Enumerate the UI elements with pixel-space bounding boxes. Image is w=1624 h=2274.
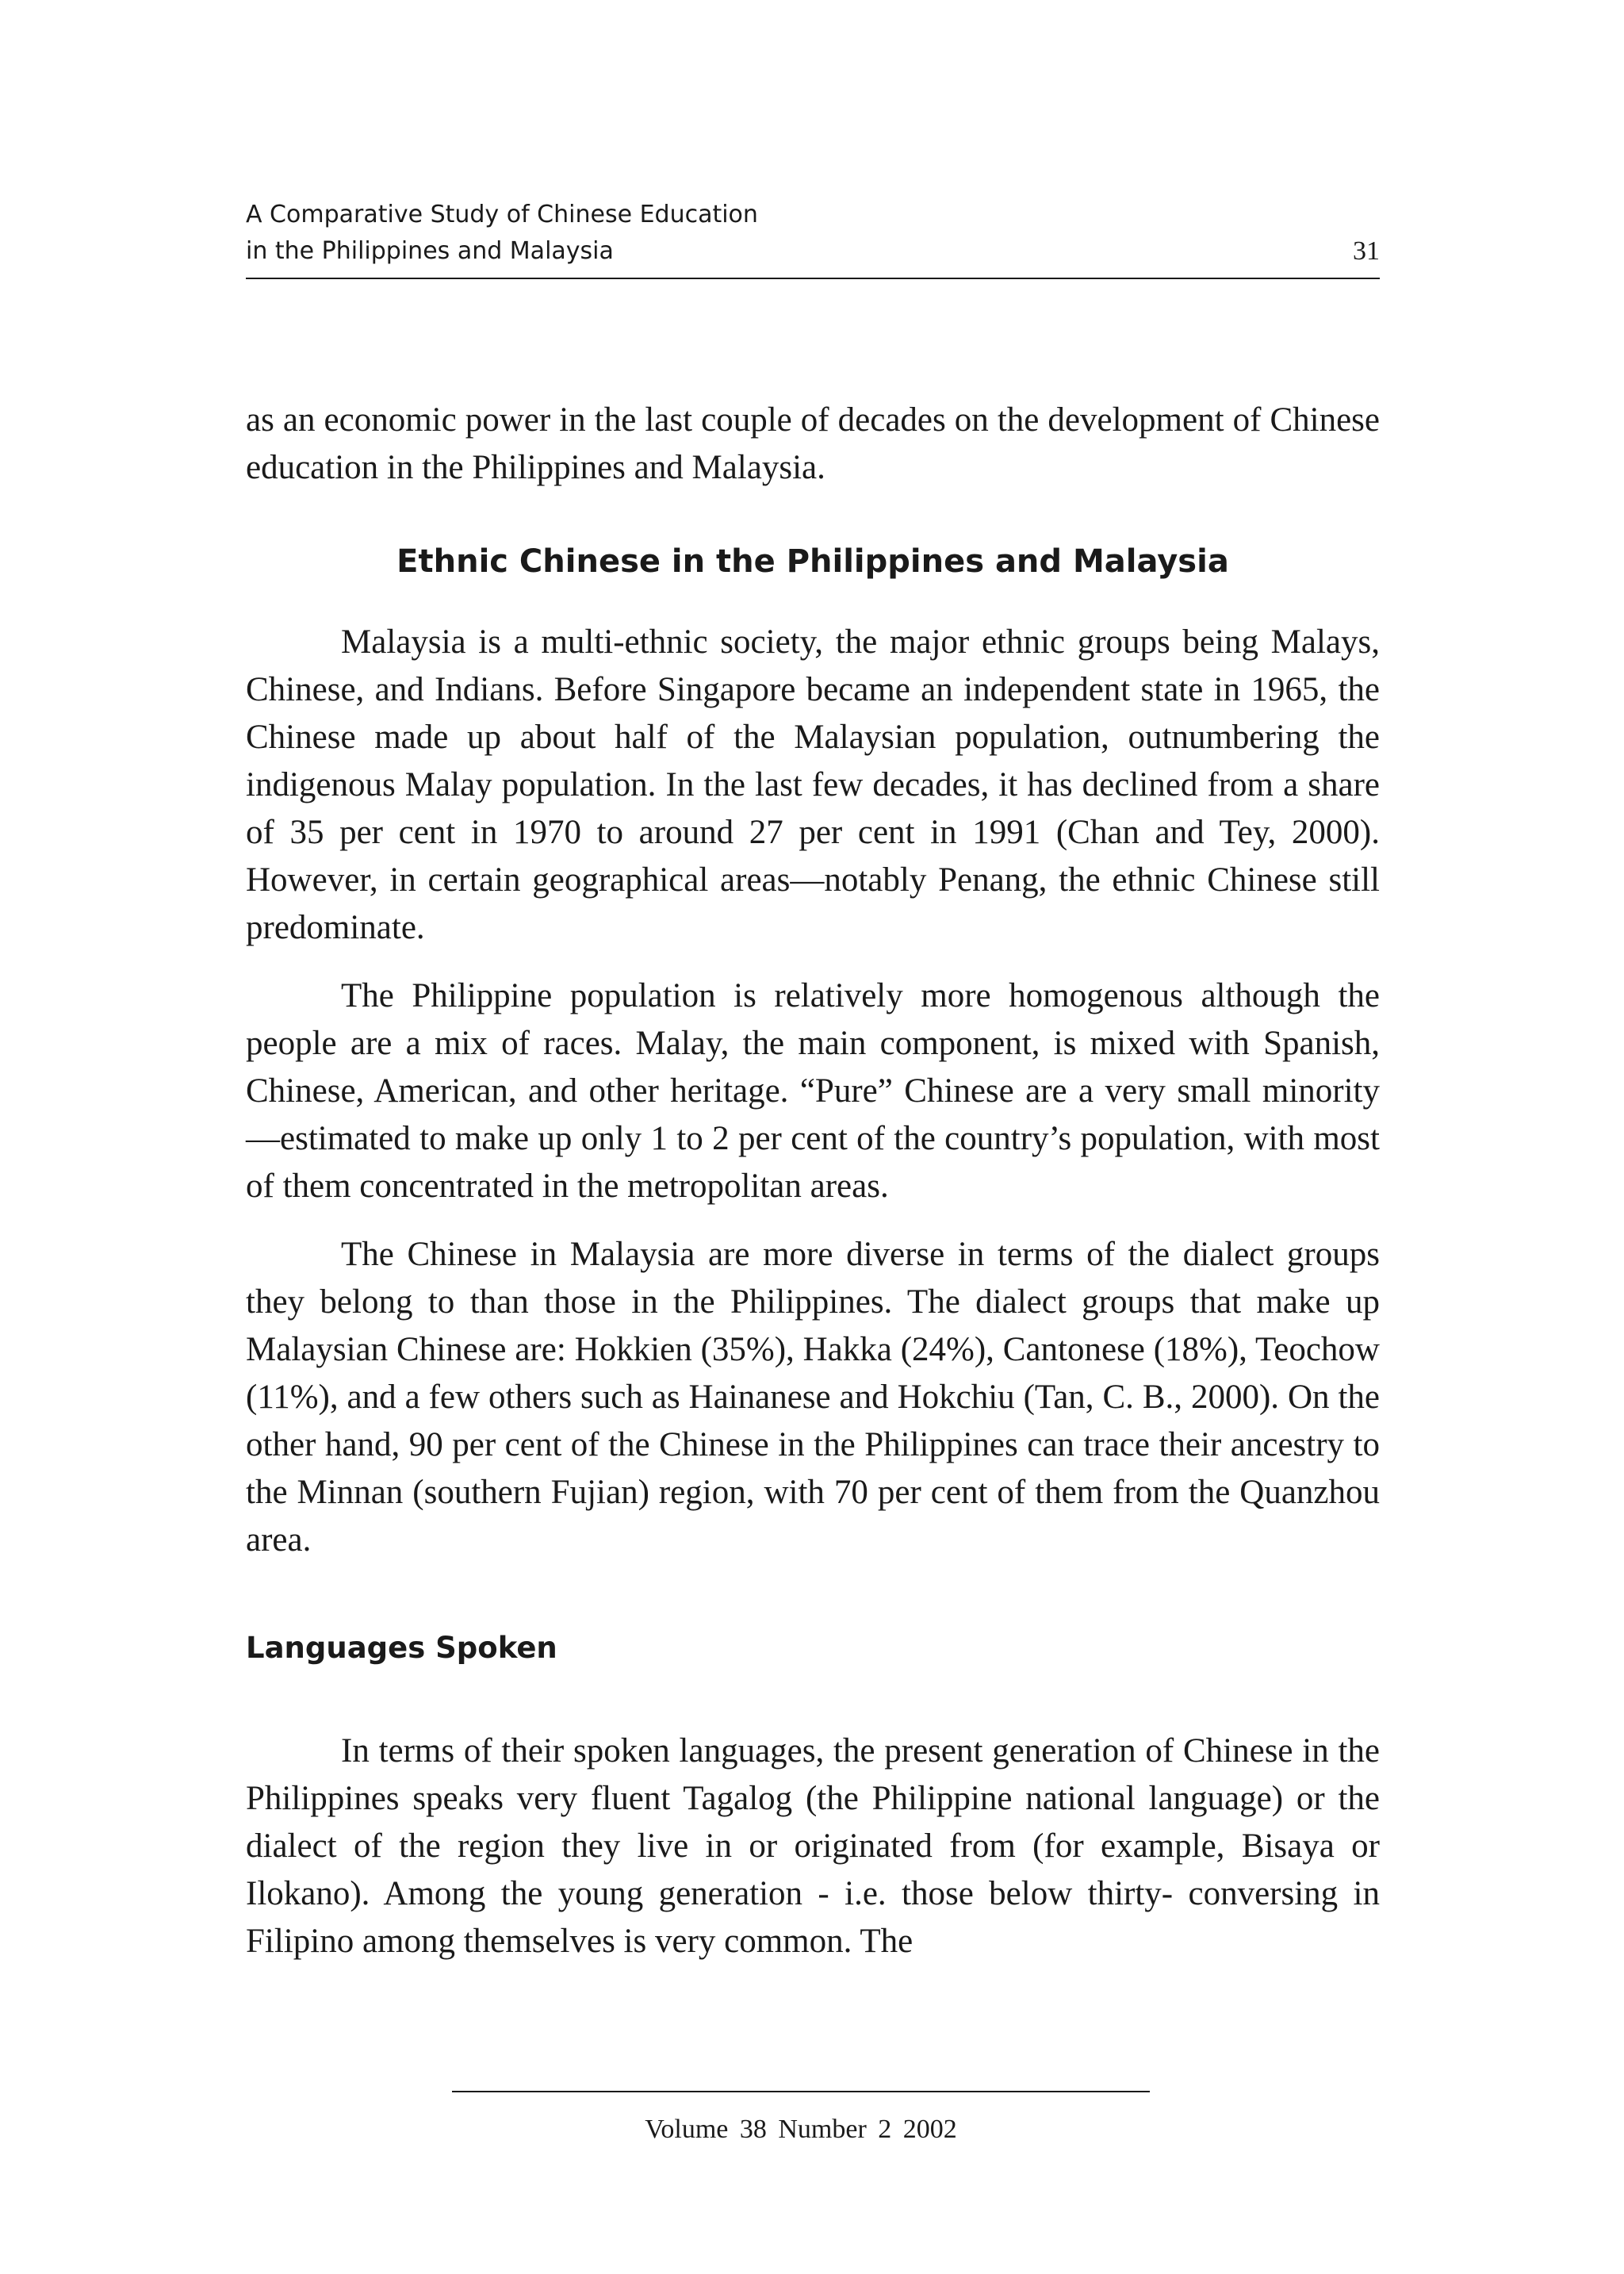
paragraph-malaysia-ethnic: Malaysia is a multi-ethnic society, the major ethnic groups being Malays, Chinese, and Indians. Before Singapore became an independent state in 1965, the Chinese made up about half of the Malaysian population, outnumbering the indigenous Malay population. In the last few decades, it has declined from a share of 35 per cent in 1970 to around 27 per cent in 1991 (Chan and Tey, 2000). However, in certain geographical areas—notably Penang, the ethnic Chinese still predominate. [246,623,1380,946]
subsection-heading: Languages Spoken [246,1631,557,1665]
continuation-paragraph: as an economic power in the last couple of decades on the development of Chinese education in the Philippines and Malaysia. [246,401,1380,486]
running-head [246,197,1380,270]
running-head-subtitle: in the Philippines and Malaysia [246,237,614,265]
section-heading: Ethnic Chinese in the Philippines and Malaysia [396,543,1229,580]
paragraph-languages-spoken: In terms of their spoken languages, the present generation of Chinese in the Philippines speaks very fluent Tagalog (the Philippine national language) or the dialect of the region they live in or originated from (for example, Bisaya or Ilokano). Among the young generation - i.e. those below thirty- conversing in Filipino among themselves is very common. The [246,1732,1380,1960]
article-body [246,397,1380,1965]
page-number: 31 [1353,236,1380,266]
header-rule [246,278,1380,279]
running-head-title: A Comparative Study of Chinese Education [246,201,758,228]
page-footer: Volume 38 Number 2 2002 [645,2115,957,2144]
paragraph-philippine-population: The Philippine population is relatively more homogenous although the people are a mix of races. Malay, the main component, is mixed with Spanish, Chinese, American, and other heritage. “Pure” Chinese are a very small minority—estimated to make up only 1 to 2 per cent of the country’s population, with most of them concentrated in the metropolitan areas. [246,977,1380,1205]
footer-rule [452,2091,1150,2092]
paragraph-dialect-groups: The Chinese in Malaysia are more diverse in terms of the dialect groups they belong to than those in the Philippines. The dialect groups that make up Malaysian Chinese are: Hokkien (35%), Hakka (24%), Cantonese (18%), Teochow (11%), and a few others such as Hainanese and Hokchiu (Tan, C. B., 2000). On the other hand, 90 per cent of the Chinese in the Philippines can trace their ancestry to the Minnan (southern Fujian) region, with 70 per cent of them from the Quanzhou area. [246,1236,1380,1559]
